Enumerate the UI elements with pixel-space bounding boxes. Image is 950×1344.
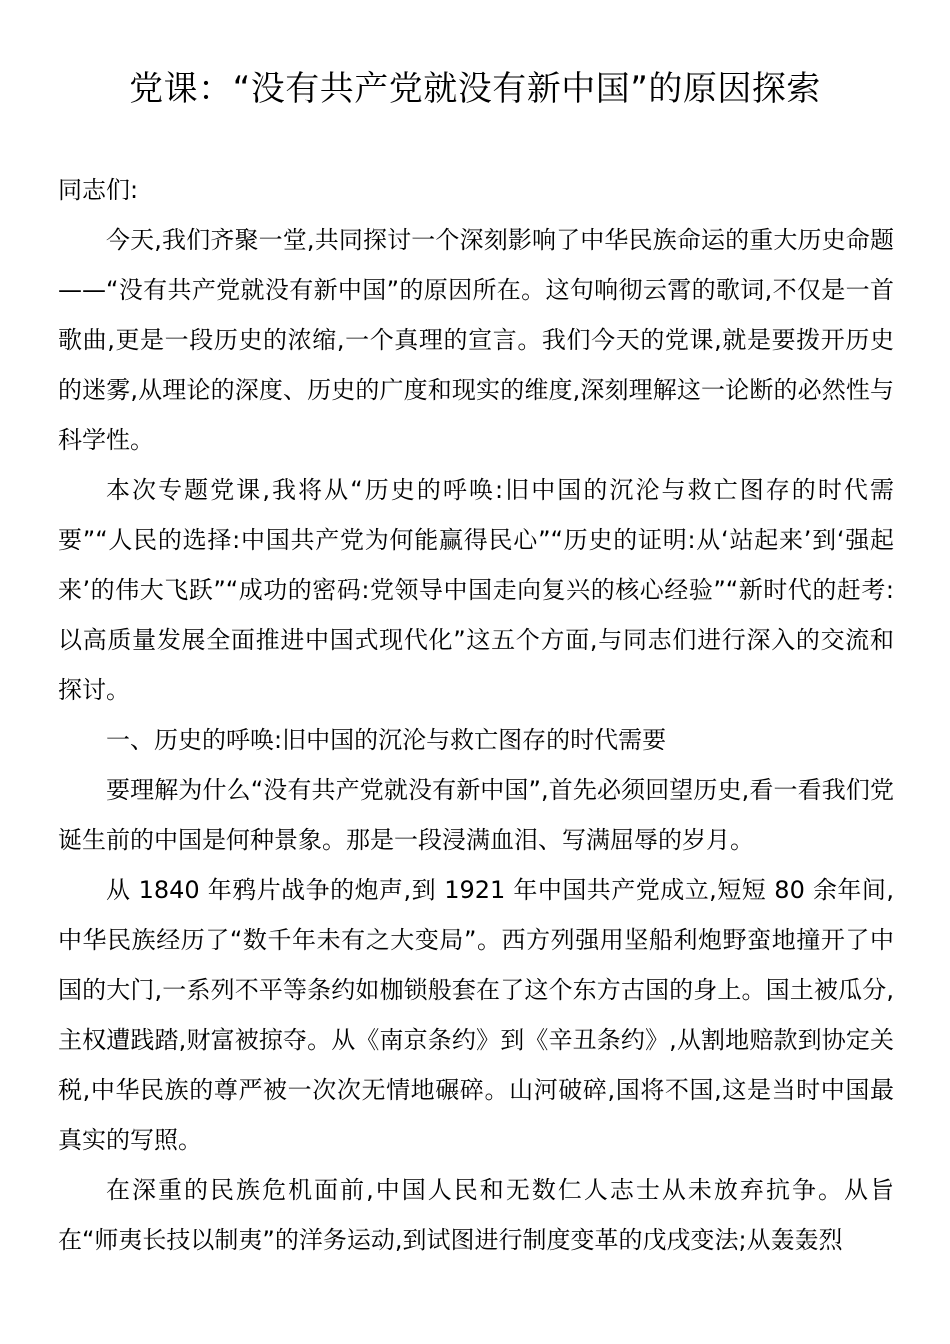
section-paragraph: 要理解为什么“没有共产党就没有新中国”,首先必须回望历史,看一看我们党诞生前的中国是何种景象。那是一段浸满血泪、写满屈辱的岁月。 (58, 776, 894, 854)
section-paragraph: 在深重的民族危机面前,中国人民和无数仁人志士从未放弃抗争。从旨在“师夷长技以制夷”的洋务运动,到试图进行制度变革的戊戌变法;从轰轰烈 (58, 1176, 894, 1254)
section-heading: 一、历史的呼唤:旧中国的沉沦与救亡图存的时代需要 (106, 726, 667, 754)
salutation: 同志们: (58, 176, 139, 204)
document-title: 党课：“没有共产党就没有新中国”的原因探索 (129, 69, 821, 109)
section-paragraph: 从 1840 年鸦片战争的炮声,到 1921 年中国共产党成立,短短 80 余年间,中华民族经历了“数千年未有之大变局”。西方列强用坚船利炮野蛮地撞开了中国的大门,一系列不平等条约如枷锁般套在了这个东方古国的身上。国土被瓜分,主权遭践踏,财富被掠夺。从《南京条约》到《辛丑条约》,从割地赔款到协定关税,中华民族的尊严被一次次无情地碾碎。山河破碎,国将不国,这是当时中国最真实的写照。 (58, 876, 894, 1154)
intro-paragraph: 今天,我们齐聚一堂,共同探讨一个深刻影响了中华民族命运的重大历史命题——“没有共产党就没有新中国”的原因所在。这句响彻云霄的歌词,不仅是一首歌曲,更是一段历史的浓缩,一个真理的宣言。我们今天的党课,就是要拨开历史的迷雾,从理论的深度、历史的广度和现实的维度,深刻理解这一论断的必然性与科学性。 (58, 226, 894, 454)
document-body (58, 165, 894, 1265)
outline-paragraph: 本次专题党课,我将从“历史的呼唤:旧中国的沉沦与救亡图存的时代需要”“人民的选择:中国共产党为何能赢得民心”“历史的证明:从‘站起来’到‘强起来’的伟大飞跃”“成功的密码:党领导中国走向复兴的核心经验”“新时代的赶考:以高质量发展全面推进中国式现代化”这五个方面,与同志们进行深入的交流和探讨。 (58, 476, 894, 704)
